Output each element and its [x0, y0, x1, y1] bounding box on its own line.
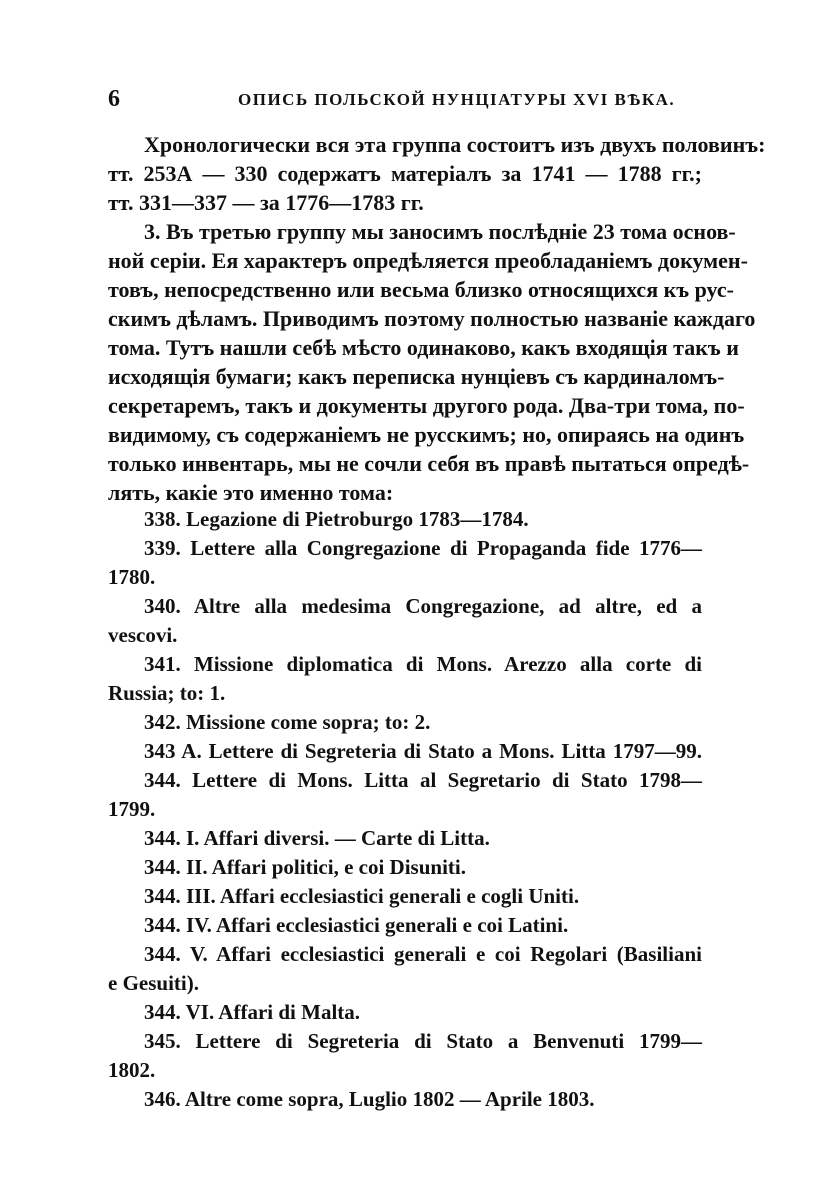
volume-entry-continuation: 1799. — [108, 797, 156, 821]
paragraph-2-line: видимому, съ содержаніемъ не русскимъ; но, опираясь на одинъ — [108, 422, 745, 447]
paragraph-1-line: Хронологически вся эта группа состоитъ изъ двухъ половинъ: — [144, 132, 766, 157]
volume-entry: 344. II. Affari politici, e coi Disuniti. — [144, 855, 466, 879]
page-number: 6 — [108, 86, 120, 112]
volume-entry-continuation: 1802. — [108, 1058, 156, 1082]
volume-entry: 339. Lettere alla Congregazione di Propaganda fide 1776— — [144, 536, 702, 560]
paragraph-1-line: тт. 331—337 — за 1776—1783 гг. — [108, 190, 424, 215]
paragraph-2-line: исходящія бумаги; какъ переписка нунціевъ съ кардиналомъ- — [108, 364, 725, 389]
volume-entry: 343 A. Lettere di Segreteria di Stato a Mons. Litta 1797—99. — [144, 739, 702, 763]
paragraph-2-line: товъ, непосредственно или весьма близко относящихся къ рус- — [108, 277, 734, 302]
volume-entry: 344. IV. Affari ecclesiastici generali e coi Latini. — [144, 913, 569, 937]
volume-entry-continuation: Russia; to: 1. — [108, 681, 226, 705]
volume-entry: 344. VI. Affari di Malta. — [144, 1000, 361, 1024]
volume-entry-continuation: 1780. — [108, 565, 156, 589]
paragraph-2-line: скимъ дѣламъ. Приводимъ поэтому полностью названіе каждаго — [108, 306, 756, 331]
volume-entry: 340. Altre alla medesima Congregazione, ad altre, ed a — [144, 594, 702, 618]
paragraph-2-line: тома. Тутъ нашли себѣ мѣсто одинаково, какъ входящія такъ и — [108, 335, 739, 360]
volume-entry: 344. Lettere di Mons. Litta al Segretario di Stato 1798— — [144, 768, 702, 792]
volume-entry: 344. III. Affari ecclesiastici generali e cogli Uniti. — [144, 884, 580, 908]
volume-entry: 344. I. Affari diversi. — Carte di Litta. — [144, 826, 490, 850]
paragraph-2-line: секретаремъ, такъ и документы другого рода. Два-три тома, по- — [108, 393, 745, 418]
volume-entry: 344. V. Affari ecclesiastici generali e coi Regolari (Basiliani — [144, 942, 702, 966]
volume-entry: 341. Missione diplomatica di Mons. Arezzo alla corte di — [144, 652, 702, 676]
volume-entry: 345. Lettere di Segreteria di Stato a Benvenuti 1799— — [144, 1029, 702, 1053]
paragraph-2-line: лять, какіе это именно тома: — [108, 480, 394, 505]
paragraph-2-line: 3. Въ третью группу мы заносимъ послѣдніе 23 тома основ- — [144, 219, 736, 244]
text-body — [108, 130, 766, 507]
paragraph-1-line: тт. 253А — 330 содержатъ матеріалъ за 1741 — 1788 гг.; — [108, 161, 702, 186]
paragraph-2-line: только инвентарь, мы не сочли себя въ правѣ пытаться опредѣ- — [108, 451, 750, 476]
volume-entry-continuation: vescovi. — [108, 623, 178, 647]
volume-entry: 346. Altre come sopra, Luglio 1802 — Aprile 1803. — [144, 1087, 595, 1111]
volume-entry: 342. Missione come sopra; to: 2. — [144, 710, 431, 734]
running-title: ОПИСЬ ПОЛЬСКОЙ НУНЦІАТУРЫ XVI ВѢКА. — [238, 90, 676, 109]
volume-entry-continuation: e Gesuiti). — [108, 971, 199, 995]
volume-list — [108, 505, 702, 1114]
volume-entry: 338. Legazione di Pietroburgo 1783—1784. — [144, 507, 529, 531]
paragraph-2-line: ной серіи. Ея характеръ опредѣляется преобладаніемъ докумен- — [108, 248, 748, 273]
page-header — [108, 86, 708, 116]
